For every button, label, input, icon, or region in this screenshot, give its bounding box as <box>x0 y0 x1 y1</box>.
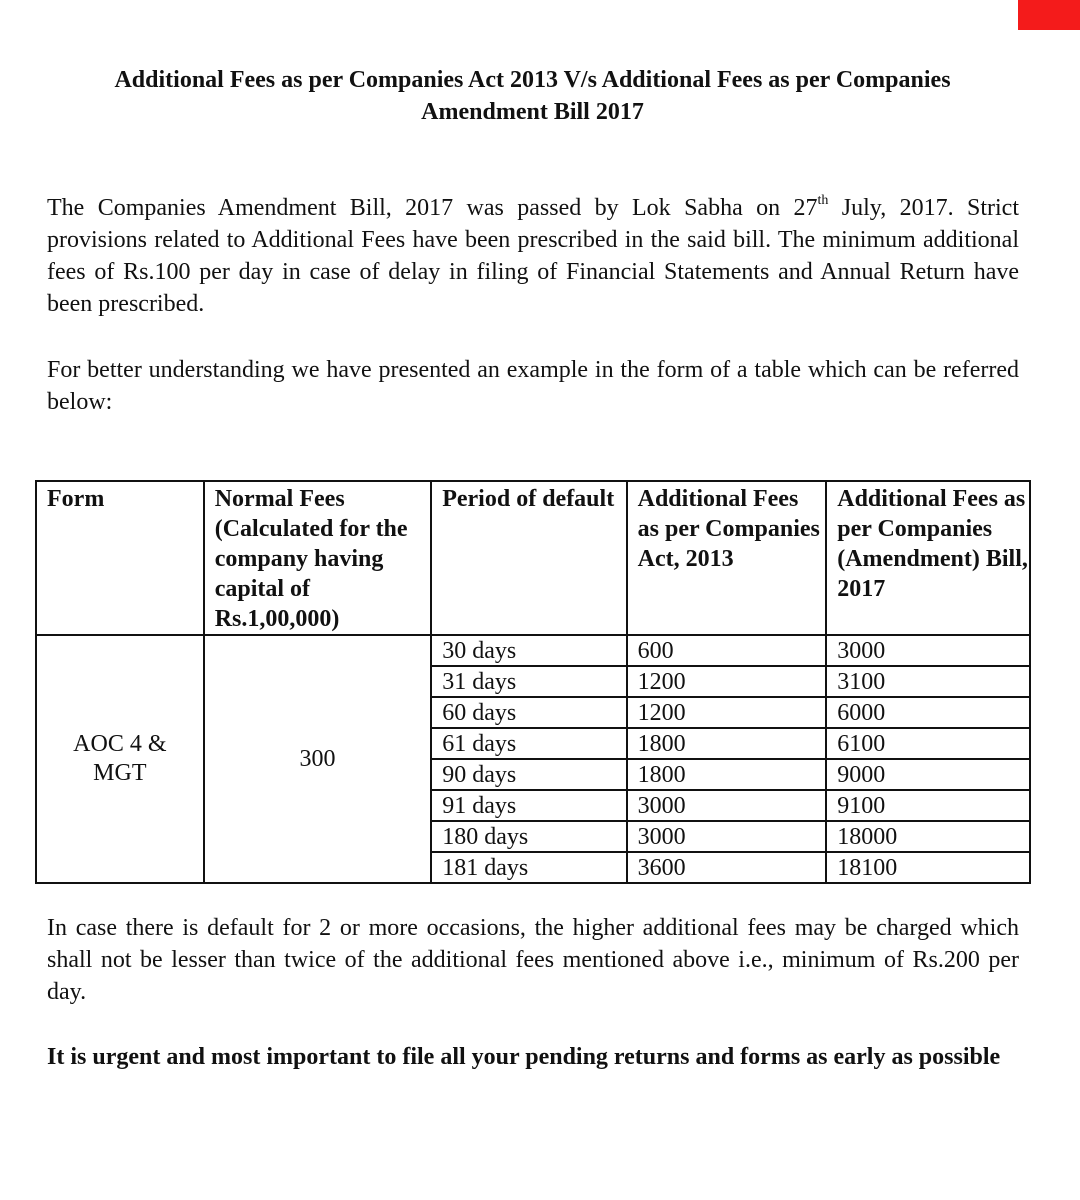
period-cell: 90 days <box>431 759 626 790</box>
intro-text-part-1: The Companies Amendment Bill, 2017 was passed by Lok Sabha on 27 <box>47 195 818 221</box>
fees-2017-cell: 3000 <box>826 635 1030 666</box>
header-fees-2017: Additional Fees as per Companies (Amendment) Bill, 2017 <box>826 481 1030 635</box>
table-header-row <box>36 481 1030 635</box>
fees-2017-cell: 3100 <box>826 666 1030 697</box>
fees-2013-cell: 1800 <box>627 728 827 759</box>
period-cell: 181 days <box>431 852 626 883</box>
header-period-of-default: Period of default <box>431 481 626 635</box>
fees-2013-cell: 1200 <box>627 666 827 697</box>
fees-2013-cell: 3600 <box>627 852 827 883</box>
fees-2017-cell: 9100 <box>826 790 1030 821</box>
normal-fees-value: 300 <box>299 745 336 772</box>
header-fees-2013: Additional Fees as per Companies Act, 2013 <box>627 481 827 635</box>
period-cell: 180 days <box>431 821 626 852</box>
period-cell: 61 days <box>431 728 626 759</box>
fees-comparison-table <box>35 480 1031 884</box>
period-cell: 31 days <box>431 666 626 697</box>
fees-2017-cell: 9000 <box>826 759 1030 790</box>
fees-2013-cell: 600 <box>627 635 827 666</box>
fees-2013-cell: 3000 <box>627 821 827 852</box>
default-note-paragraph: In case there is default for 2 or more occasions, the higher additional fees may be charged which shall not be lesser than twice of the additional fees mentioned above i.e., minimum of Rs.200 per day. <box>47 915 1019 1005</box>
fees-2017-cell: 18000 <box>826 821 1030 852</box>
period-cell: 30 days <box>431 635 626 666</box>
urgent-note-paragraph: It is urgent and most important to file all your pending returns and forms as early as possible <box>47 1044 1001 1070</box>
document-title <box>60 64 1005 128</box>
form-value: AOC 4 & MGT <box>73 731 167 786</box>
intro-superscript: th <box>817 193 829 208</box>
intro-text-part-2: July, 2017. Strict provisions related to Additional Fees have been prescribed in the said bill. The minimum additional fees of Rs.100 per day in case of delay in filing of Financial Statements and Annual Return have been prescribed. <box>47 195 1019 317</box>
normal-fees-cell <box>204 635 432 883</box>
table-intro-paragraph: For better understanding we have presented an example in the form of a table which can be referred below: <box>47 357 1019 415</box>
red-corner-mark <box>1018 0 1080 30</box>
period-cell: 91 days <box>431 790 626 821</box>
form-cell <box>36 635 204 883</box>
header-normal-fees: Normal Fees (Calculated for the company having capital of Rs.1,00,000) <box>204 481 432 635</box>
period-cell: 60 days <box>431 697 626 728</box>
fees-2017-cell: 6100 <box>826 728 1030 759</box>
fees-2017-cell: 6000 <box>826 697 1030 728</box>
fees-2013-cell: 1800 <box>627 759 827 790</box>
header-form: Form <box>36 481 204 635</box>
title-line-1: Additional Fees as per Companies Act 2013 V/s Additional Fees as per Companies <box>114 67 951 93</box>
fees-2013-cell: 3000 <box>627 790 827 821</box>
fees-2013-cell: 1200 <box>627 697 827 728</box>
fees-2017-cell: 18100 <box>826 852 1030 883</box>
title-line-2: Amendment Bill 2017 <box>421 99 644 125</box>
table-row <box>36 635 1030 666</box>
intro-paragraph <box>47 192 1019 320</box>
